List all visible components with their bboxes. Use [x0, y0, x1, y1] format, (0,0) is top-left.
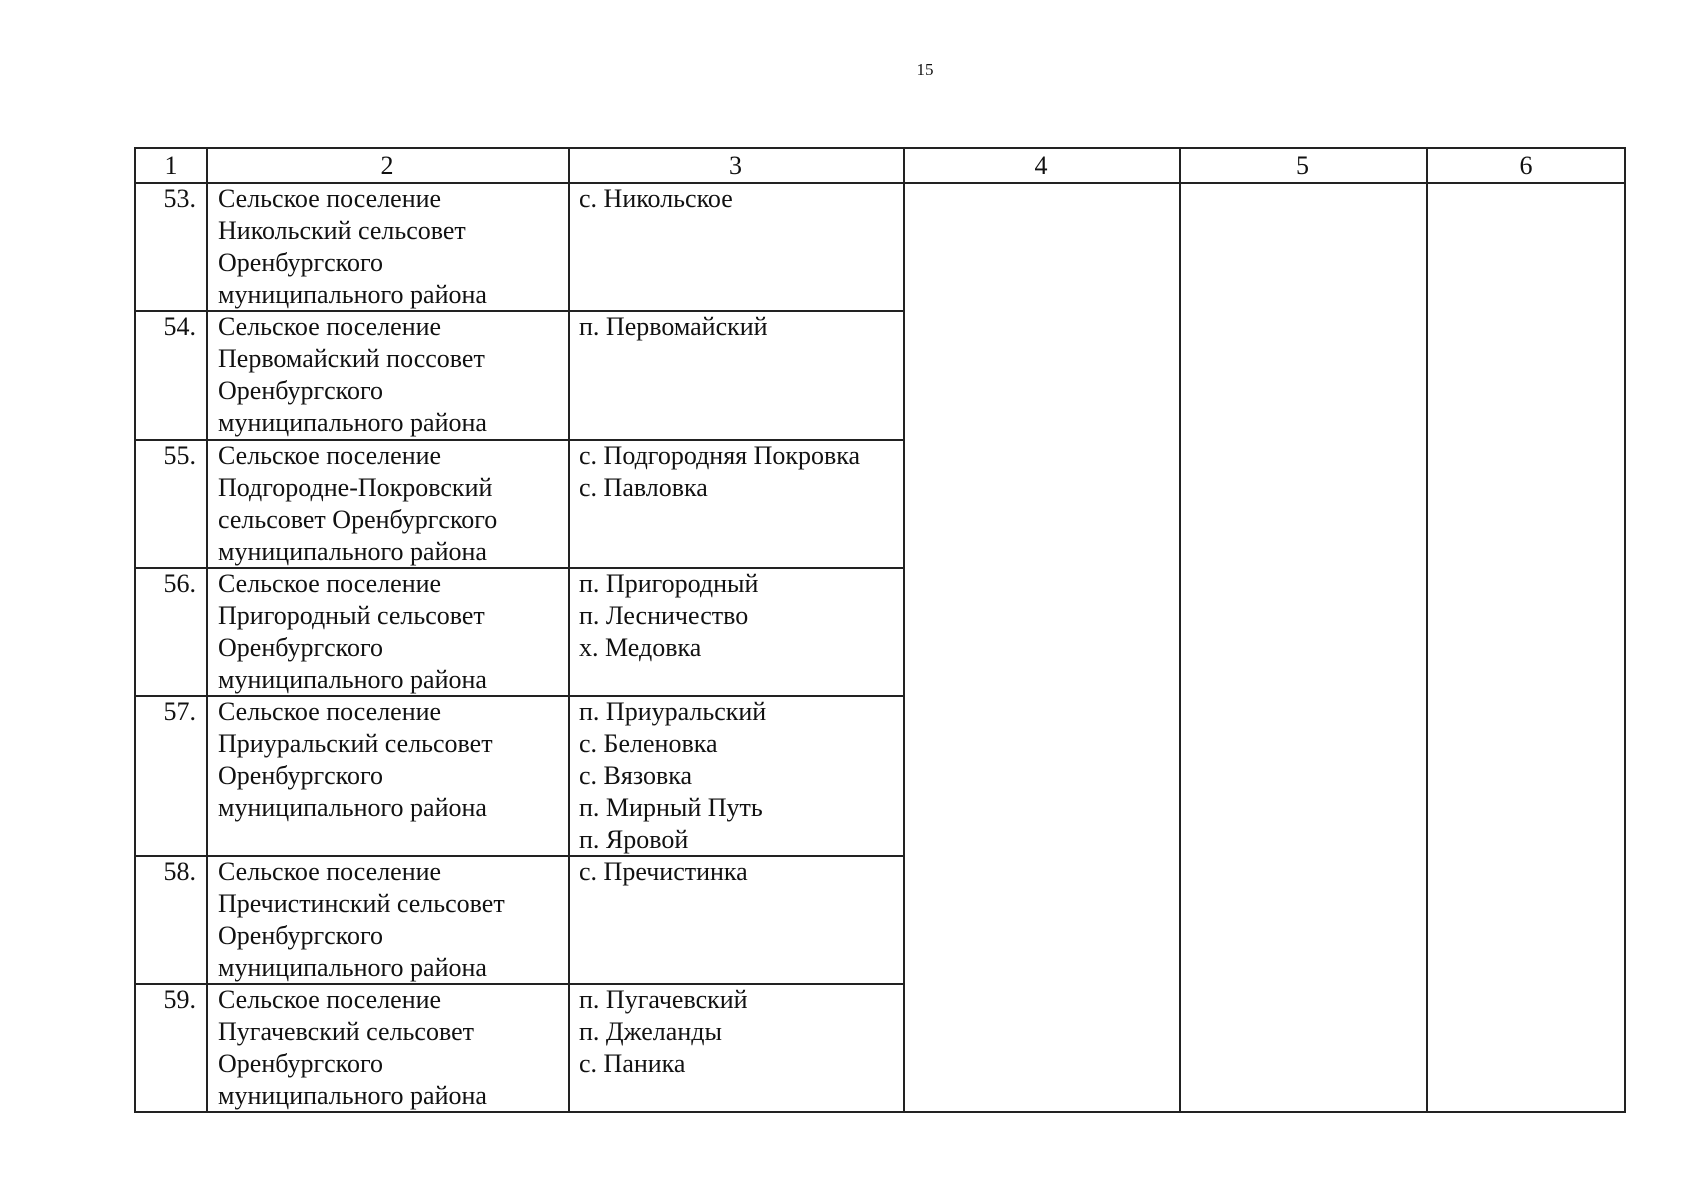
row-number: 59. — [163, 985, 196, 1014]
municipality-name: Сельское поселение Никольский сельсовет Оренбургского муниципального района — [218, 184, 487, 309]
header-col-1: 1 — [164, 151, 178, 180]
settlements-table — [134, 147, 1626, 1113]
municipality-name: Сельское поселение Приуральский сельсовет Оренбургского муниципального района — [218, 697, 493, 822]
header-col-3: 3 — [729, 151, 742, 180]
column-divider — [1426, 149, 1428, 1111]
column-divider — [903, 149, 905, 1111]
row-number: 53. — [163, 184, 196, 213]
settlement-list: п. Приуральский с. Беленовка с. Вязовка п. Мирный Путь п. Яровой — [579, 697, 767, 854]
settlement-list: п. Пригородный п. Лесничество х. Медовка — [579, 569, 759, 662]
row-number: 54. — [163, 312, 196, 341]
settlement-list: с. Никольское — [579, 184, 733, 213]
header-col-2: 2 — [380, 151, 394, 180]
municipality-name: Сельское поселение Подгородне-Покровский сельсовет Оренбургского муниципального района — [218, 441, 498, 566]
settlement-list: с. Пречистинка — [579, 857, 748, 886]
column-divider — [206, 149, 208, 1111]
settlement-list: п. Первомайский — [579, 312, 768, 341]
row-number: 57. — [163, 697, 196, 726]
municipality-name: Сельское поселение Первомайский поссовет Оренбургского муниципального района — [218, 312, 487, 437]
column-divider — [568, 149, 570, 1111]
municipality-name: Сельское поселение Пригородный сельсовет Оренбургского муниципального района — [218, 569, 487, 694]
row-number: 56. — [163, 569, 196, 598]
row-number: 58. — [163, 857, 196, 886]
header-col-4: 4 — [1034, 151, 1048, 180]
header-col-5: 5 — [1296, 151, 1309, 180]
page-number: 15 — [916, 60, 934, 79]
settlement-list: с. Подгородняя Покровка с. Павловка — [579, 441, 861, 502]
settlement-list: п. Пугачевский п. Джеланды с. Паника — [579, 985, 748, 1078]
municipality-name: Сельское поселение Пугачевский сельсовет Оренбургского муниципального района — [218, 985, 487, 1110]
municipality-name: Сельское поселение Пречистинский сельсовет Оренбургского муниципального района — [218, 857, 505, 982]
header-col-6: 6 — [1519, 151, 1533, 180]
column-divider — [1179, 149, 1181, 1111]
row-number: 55. — [163, 441, 196, 470]
